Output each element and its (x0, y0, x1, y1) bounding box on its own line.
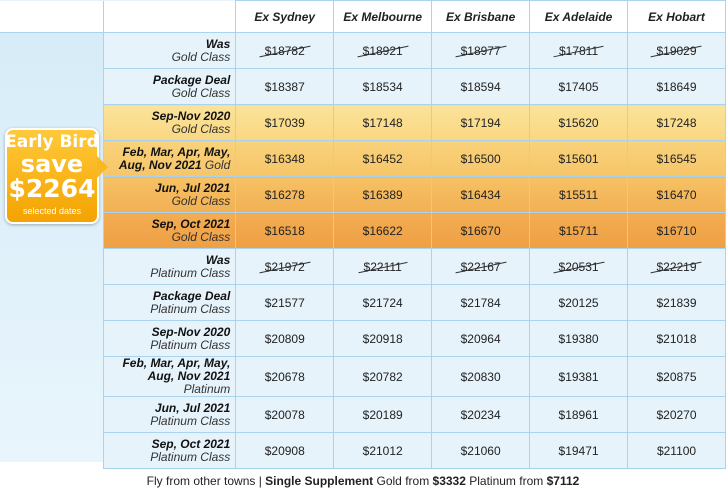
was-price: $22111 (363, 259, 402, 274)
price-cell (628, 141, 726, 177)
row-label-title: Jun, Jul 2021 (154, 400, 231, 415)
price-value: $21577 (264, 295, 305, 310)
price-cell (530, 285, 628, 321)
was-price: $22219 (656, 259, 697, 274)
price-value: $20078 (264, 407, 305, 422)
was-price: $18977 (460, 43, 501, 58)
price-cell (628, 33, 726, 69)
row-label-class: Platinum Class (150, 413, 231, 428)
price-value: $18534 (362, 79, 403, 94)
footer-platinum-price: $7112 (546, 474, 580, 488)
price-cell (432, 105, 530, 141)
price-cell (236, 141, 334, 177)
price-cell (334, 105, 432, 141)
price-value: $21100 (656, 443, 697, 458)
row-spacer (0, 397, 104, 433)
price-value: $15711 (558, 223, 599, 238)
price-cell (236, 397, 334, 433)
price-cell (530, 177, 628, 213)
row-spacer (0, 33, 104, 69)
price-cell (530, 397, 628, 433)
price-value: $20809 (264, 331, 305, 346)
price-cell (432, 69, 530, 105)
price-row (0, 213, 726, 249)
price-row (0, 249, 726, 285)
row-label-title: Was (205, 252, 231, 267)
was-price: $20531 (558, 259, 599, 274)
price-cell (530, 69, 628, 105)
price-value: $20830 (460, 369, 501, 384)
price-cell (236, 105, 334, 141)
price-cell (334, 433, 432, 469)
row-label (104, 177, 236, 213)
price-value: $16545 (656, 151, 697, 166)
price-value: $20964 (460, 331, 501, 346)
column-header: Ex Hobart (628, 1, 726, 33)
price-cell (334, 69, 432, 105)
price-row (0, 321, 726, 357)
row-label-class: Gold Class (171, 121, 231, 136)
price-row (0, 33, 726, 69)
row-label-class: Platinum Class (150, 265, 231, 280)
price-value: $15511 (558, 187, 599, 202)
price-value: $18961 (558, 407, 599, 422)
price-value: $19471 (558, 443, 599, 458)
row-label (104, 33, 236, 69)
footer-text: Fly from other towns | (146, 474, 266, 488)
row-label-subtitle (104, 159, 230, 172)
row-label-class: Platinum Class (150, 301, 231, 316)
price-cell (432, 213, 530, 249)
badge-save: save (20, 150, 84, 178)
column-header: Ex Sydney (236, 1, 334, 33)
price-value: $19380 (558, 331, 599, 346)
price-cell (530, 357, 628, 397)
price-value: $16518 (264, 223, 305, 238)
price-cell (236, 433, 334, 469)
price-value: $20678 (264, 369, 305, 384)
price-value: $20908 (264, 443, 305, 458)
badge-amount: $2264 (8, 174, 96, 203)
price-cell (628, 249, 726, 285)
row-label-subtitle (104, 370, 230, 396)
row-label-class: Gold Class (171, 85, 231, 100)
price-value: $16500 (460, 151, 501, 166)
price-cell (628, 105, 726, 141)
price-cell (530, 141, 628, 177)
price-value: $16452 (362, 151, 403, 166)
price-value: $17039 (264, 115, 305, 130)
row-label-title: Feb, Mar, Apr, May, (122, 356, 231, 370)
row-label (104, 321, 236, 357)
price-row (0, 177, 726, 213)
price-cell (530, 105, 628, 141)
price-value: $16434 (460, 187, 501, 202)
was-price: $18921 (362, 43, 403, 58)
price-cell (628, 433, 726, 469)
was-price: $19029 (656, 43, 697, 58)
price-cell (432, 321, 530, 357)
price-value: $16389 (362, 187, 403, 202)
was-price: $21972 (264, 259, 305, 274)
footer-gold-text: Gold from (373, 474, 433, 488)
price-cell (236, 285, 334, 321)
price-value: $20125 (558, 295, 599, 310)
price-row (0, 285, 726, 321)
row-label-title: Sep, Oct 2021 (151, 436, 231, 451)
price-cell (628, 69, 726, 105)
was-price: $17811 (558, 43, 599, 58)
price-cell (628, 177, 726, 213)
price-value: $18387 (264, 79, 305, 94)
row-spacer (0, 249, 104, 285)
badge-title: Early Bird (5, 132, 99, 152)
price-value: $20189 (362, 407, 403, 422)
price-cell (628, 321, 726, 357)
row-label-class: Platinum Class (150, 449, 231, 464)
price-value: $21724 (362, 295, 403, 310)
row-label-title: Jun, Jul 2021 (154, 180, 231, 195)
price-cell (334, 177, 432, 213)
price-value: $19381 (558, 369, 599, 384)
price-cell (432, 285, 530, 321)
header-row (0, 1, 726, 33)
row-label (104, 249, 236, 285)
column-header: Ex Brisbane (432, 1, 530, 33)
was-price: $22167 (460, 259, 501, 274)
price-cell (236, 177, 334, 213)
row-label-title: Sep-Nov 2020 (151, 108, 231, 123)
row-label (104, 105, 236, 141)
row-spacer (0, 69, 104, 105)
price-value: $16670 (460, 223, 501, 238)
row-label-class: Gold Class (171, 229, 231, 244)
row-label-class: Platinum Class (150, 337, 231, 352)
price-cell (432, 33, 530, 69)
price-cell (432, 433, 530, 469)
price-cell (236, 249, 334, 285)
price-value: $16470 (656, 187, 697, 202)
row-label-class: Gold (204, 157, 231, 172)
price-cell (432, 141, 530, 177)
row-label-dates: Aug, Nov 2021 (118, 157, 202, 172)
row-label (104, 433, 236, 469)
price-cell (530, 33, 628, 69)
price-value: $21060 (460, 443, 501, 458)
price-row (0, 433, 726, 469)
price-value: $16348 (264, 151, 305, 166)
row-label-title: Sep, Oct 2021 (151, 216, 231, 231)
price-cell (432, 357, 530, 397)
row-label-class: Gold Class (171, 193, 231, 208)
row-label-title: Was (205, 36, 231, 51)
row-label-title: Package Deal (152, 72, 231, 87)
row-label-dates: Aug, Nov 2021 (147, 369, 231, 383)
was-price: $18782 (264, 43, 305, 58)
row-spacer (0, 285, 104, 321)
badge-note: selected dates (22, 206, 82, 216)
row-label (104, 69, 236, 105)
price-row (0, 397, 726, 433)
row-label-title: Sep-Nov 2020 (151, 324, 231, 339)
price-cell (334, 249, 432, 285)
price-cell (334, 321, 432, 357)
header-spacer (0, 1, 104, 33)
price-value: $17194 (460, 115, 501, 130)
row-label-class: Platinum (183, 382, 231, 396)
row-label (104, 397, 236, 433)
price-cell (334, 213, 432, 249)
price-value: $16278 (264, 187, 305, 202)
price-row (0, 141, 726, 177)
row-spacer (0, 357, 104, 397)
price-cell (530, 249, 628, 285)
price-value: $15601 (558, 151, 599, 166)
price-row (0, 69, 726, 105)
price-cell (530, 213, 628, 249)
price-row (0, 357, 726, 397)
price-value: $18649 (656, 79, 697, 94)
price-row (0, 105, 726, 141)
row-spacer (0, 321, 104, 357)
price-value: $21012 (362, 443, 403, 458)
footer-supplement-label: Single Supplement (265, 474, 374, 488)
price-value: $20875 (656, 369, 697, 384)
footer-note (0, 474, 726, 488)
price-value: $16622 (362, 223, 403, 238)
price-value: $20918 (362, 331, 403, 346)
price-value: $20782 (362, 369, 403, 384)
price-cell (628, 213, 726, 249)
row-label (104, 213, 236, 249)
price-value: $21784 (460, 295, 501, 310)
price-cell (236, 69, 334, 105)
column-header: Ex Adelaide (530, 1, 628, 33)
price-value: $15620 (558, 115, 599, 130)
price-value: $17248 (656, 115, 697, 130)
price-cell (334, 357, 432, 397)
price-cell (236, 321, 334, 357)
price-value: $21018 (656, 331, 697, 346)
price-cell (628, 357, 726, 397)
footer-platinum-text: Platinum from (465, 474, 547, 488)
price-cell (334, 397, 432, 433)
row-spacer (0, 433, 104, 469)
price-value: $18594 (460, 79, 501, 94)
row-label-title: Feb, Mar, Apr, May, (122, 144, 231, 159)
price-cell (628, 285, 726, 321)
price-cell (628, 397, 726, 433)
early-bird-badge (5, 128, 106, 224)
price-value: $20270 (656, 407, 697, 422)
price-cell (236, 213, 334, 249)
price-cell (334, 141, 432, 177)
row-label (104, 357, 236, 397)
row-label-class: Gold Class (171, 49, 231, 64)
column-header: Ex Melbourne (334, 1, 432, 33)
price-value: $17405 (558, 79, 599, 94)
price-cell (530, 433, 628, 469)
row-label (104, 285, 236, 321)
price-cell (334, 285, 432, 321)
price-cell (432, 249, 530, 285)
footer-gold-price: $3332 (432, 474, 466, 488)
row-label (104, 141, 236, 177)
price-cell (236, 33, 334, 69)
row-label-title: Package Deal (152, 288, 231, 303)
header-label-cell (104, 1, 236, 33)
price-cell (432, 397, 530, 433)
price-cell (530, 321, 628, 357)
price-value: $17148 (362, 115, 403, 130)
price-value: $21839 (656, 295, 697, 310)
price-cell (334, 33, 432, 69)
price-cell (432, 177, 530, 213)
price-cell (236, 357, 334, 397)
price-value: $20234 (460, 407, 501, 422)
price-value: $16710 (656, 223, 697, 238)
